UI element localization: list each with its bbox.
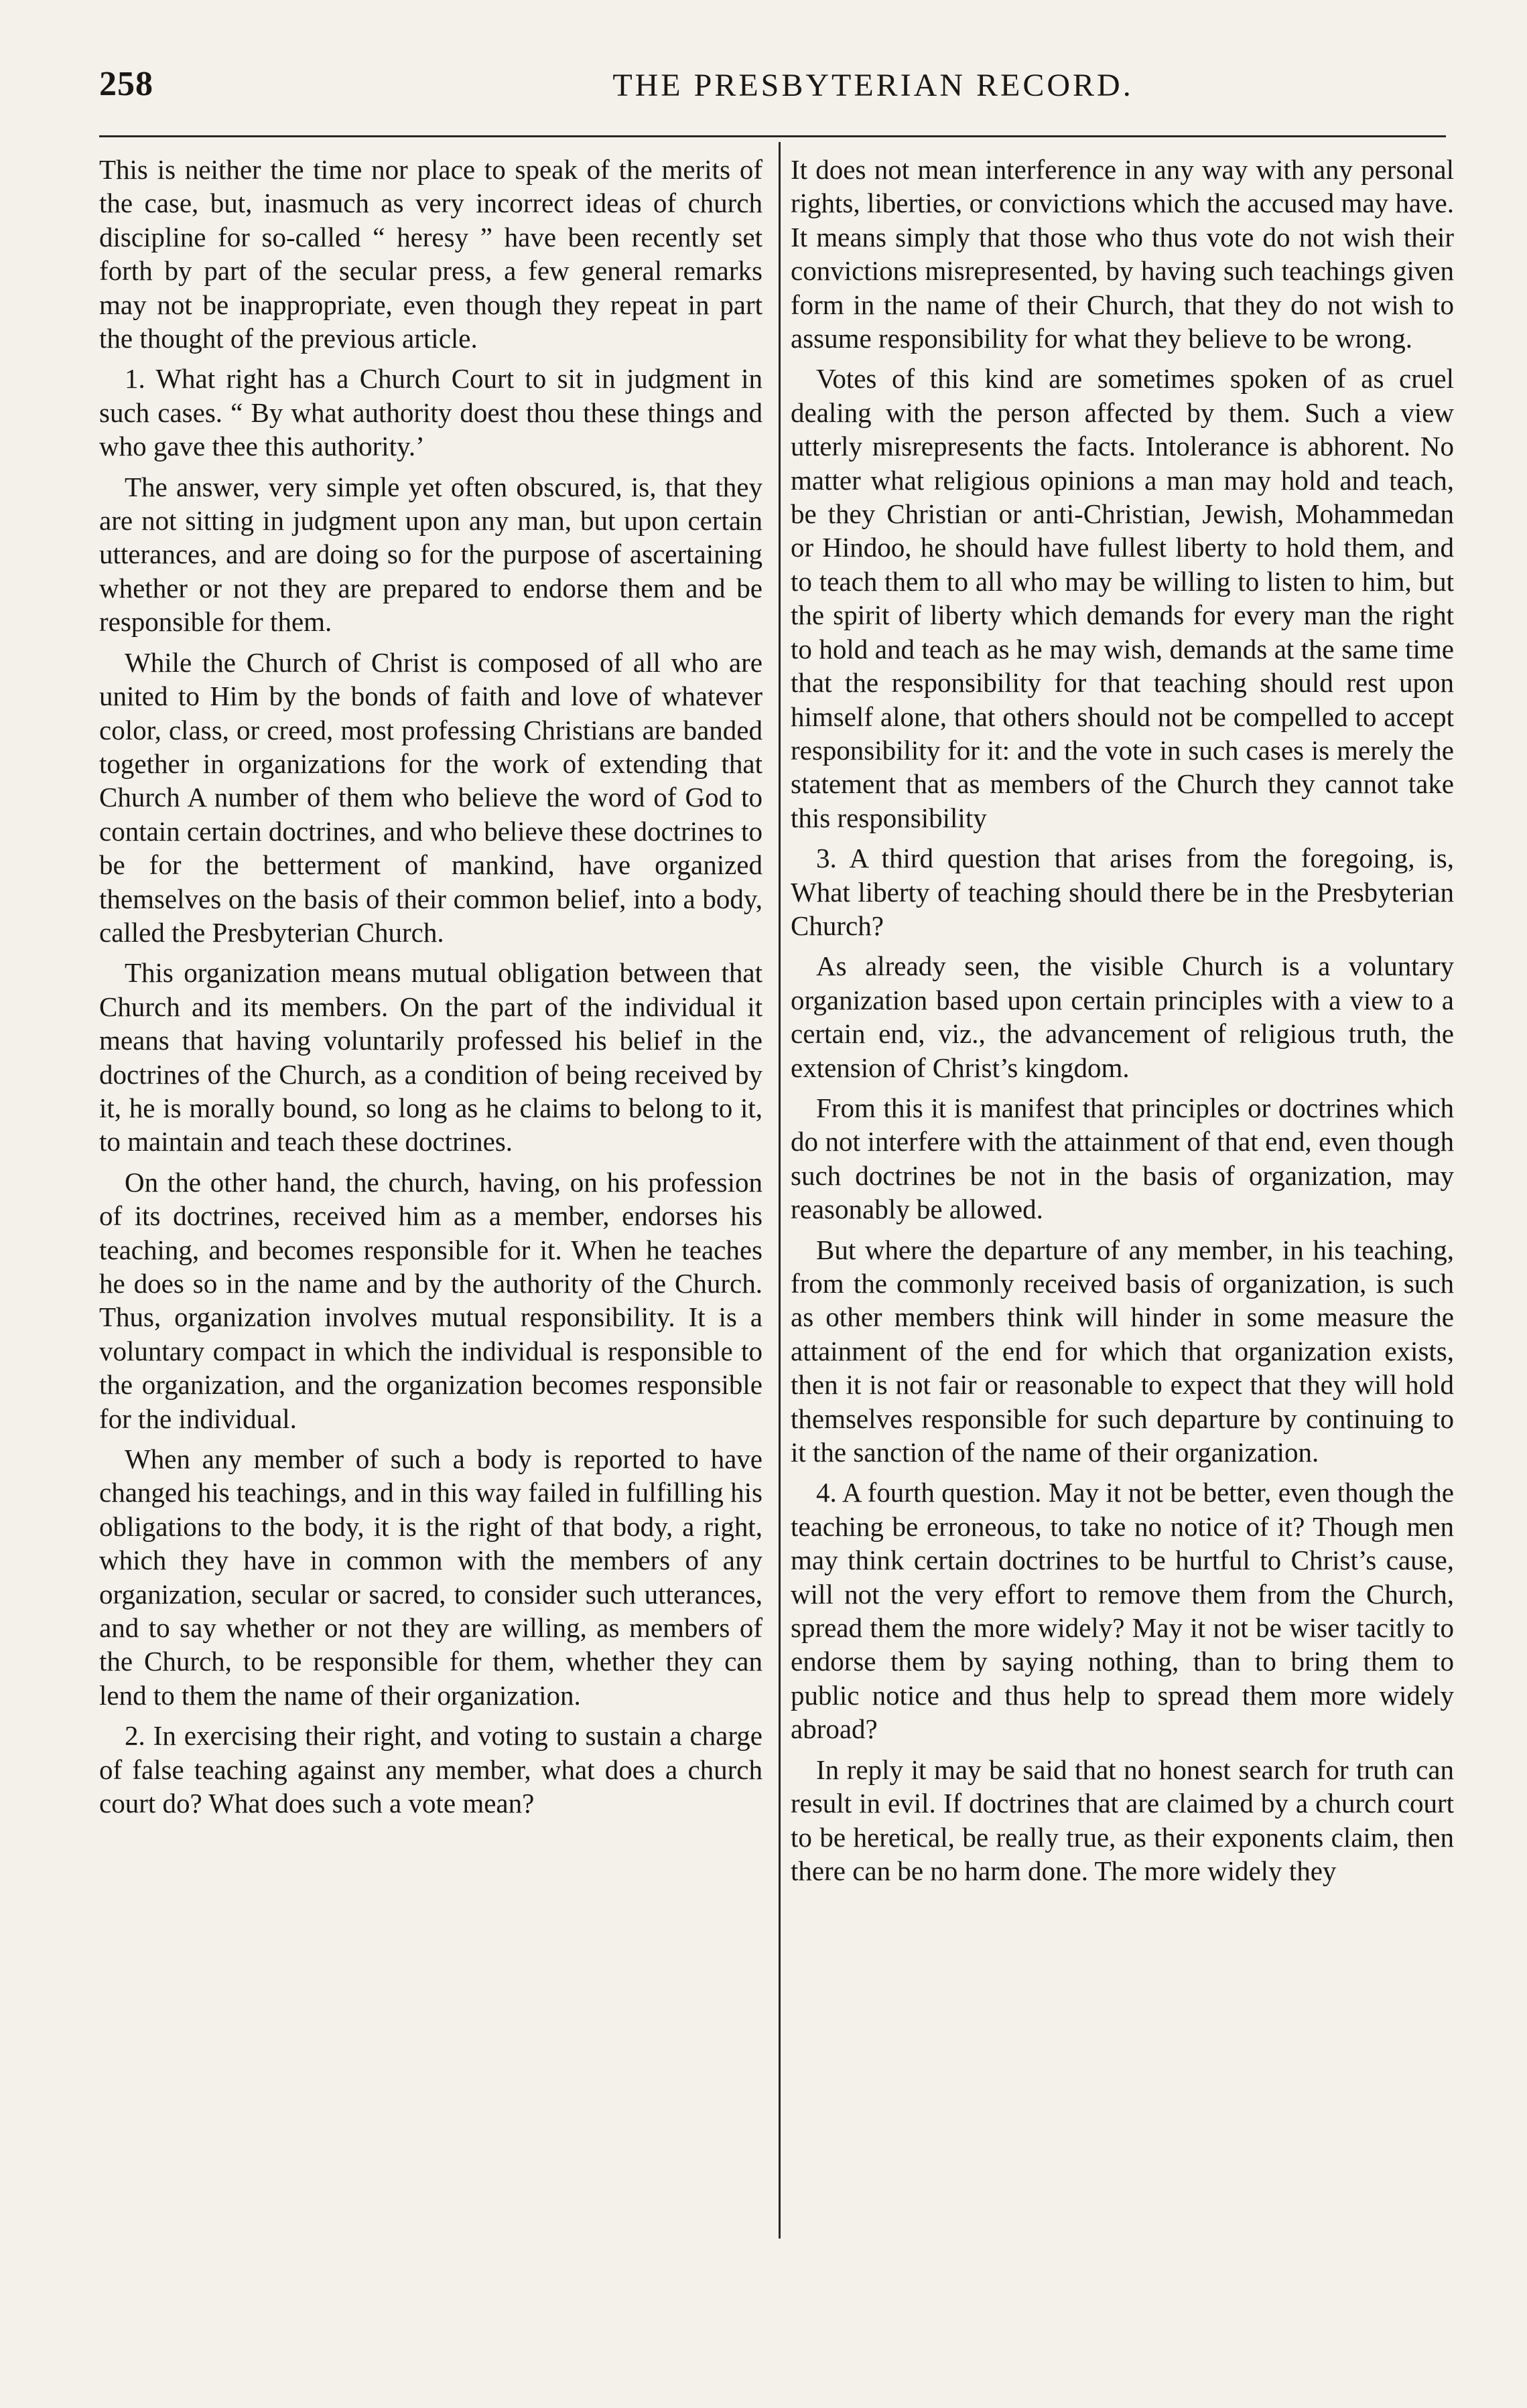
paragraph: From this it is manifest that principles or doctrines which do not interfere with the attainment of that end, even though such doctrines be not in the basis of organization, may reasonably be allowed.	[791, 1092, 1454, 1225]
column-divider	[779, 142, 781, 2239]
paragraph: This organization means mutual obligation between that Church and its members. On the part of the individual it means that having voluntarily professed his belief in the doctrines of the Church, as a condition of being received by it, he is morally bound, so long as he claims to belong to it, to maintain and teach these doctrines.	[99, 957, 762, 1157]
paragraph: When any member of such a body is reported to have changed his teachings, and in this way failed in fulfilling his obligations to the body, it is the right of that body, a right, which they have in common with the members of any organization, secular or sacred, to consider such utterances, and to say whether or not they are willing, as members of the Church, to be responsible for them, whether they can lend to them the name of their organization.	[99, 1443, 762, 1711]
paragraph: 1. What right has a Church Court to sit in judgment in such cases. “ By what authority doest thou these things and who gave thee this authority.’	[99, 363, 762, 462]
page-number: 258	[99, 65, 153, 103]
paragraph: But where the departure of any member, in his teaching, from the commonly received basis of organization, is such as other members think will hinder in some measure the attainment of the end for which that organization exists, then it is not fair or reasonable to expect that they will hold themselves responsible for such departure by continuing to it the sanction of the name of their organization.	[791, 1234, 1454, 1468]
paragraph: In reply it may be said that no honest search for truth can result in evil. If doctrines that are claimed by a church court to be heretical, be really true, as their exponents claim, then there can be no harm done. The more widely they	[791, 1754, 1454, 1886]
paragraph: The answer, very simple yet often obscured, is, that they are not sitting in judgment upon any man, but upon certain utterances, and are doing so for the purpose of ascertaining whether or not they are prepared to endorse them and be responsible for them.	[99, 471, 762, 638]
paragraph: As already seen, the visible Church is a voluntary organization based upon certain principles with a view to a certain end, viz., the advancement of religious truth, the extension of Christ’s kingdom.	[791, 950, 1454, 1083]
left-column	[99, 153, 762, 2243]
paragraph: 4. A fourth question. May it not be better, even though the teaching be erroneous, to take no notice of it? Though men may think certain doctrines to be hurtful to Christ’s cause, will not the very effort to remove them from the Church, spread them the more widely? May it not be wiser tacitly to endorse them by saying nothing, than to bring them to public notice and thus help to spread them more widely abroad?	[791, 1477, 1454, 1745]
paragraph: This is neither the time nor place to speak of the merits of the case, but, inasmuch as very incorrect ideas of church discipline for so-called “ heresy ” have been recently set forth by part of the secular press, a few general remarks may not be inappropriate, even though they repeat in part the thought of the previous article.	[99, 154, 762, 354]
running-head: THE PRESBYTERIAN RECORD.	[612, 68, 1134, 103]
paragraph: 2. In exercising their right, and voting to sustain a charge of false teaching against any member, what does a church court do? What does such a vote mean?	[99, 1720, 762, 1819]
header-rule	[99, 135, 1446, 137]
page-header	[99, 64, 1446, 111]
paragraph: On the other hand, the church, having, on his profession of its doctrines, received him as a member, endorses his teaching, and becomes responsible for it. When he teaches he does so in the name and by the authority of the Church. Thus, organization involves mutual responsibility. It is a voluntary compact in which the individual is responsible to the organization, and the organization becomes responsible for the individual.	[99, 1166, 762, 1434]
right-column	[791, 153, 1454, 2243]
paragraph: While the Church of Christ is composed of all who are united to Him by the bonds of faith and love of whatever color, class, or creed, most professing Christians are banded together in organizations for the work of extending that Church A number of them who believe the word of God to contain certain doctrines, and who believe these doctrines to be for the betterment of mankind, have organized themselves on the basis of their common belief, into a body, called the Presbyterian Church.	[99, 646, 762, 948]
paragraph: It does not mean interference in any way with any personal rights, liberties, or convictions which the accused may have. It means simply that those who thus vote do not wish their convictions misrepresented, by having such teachings given form in the name of their Church, that they do not wish to assume responsibility for what they believe to be wrong.	[791, 154, 1454, 354]
paragraph: Votes of this kind are sometimes spoken of as cruel dealing with the person affected by them. Such a view utterly misrepresents the facts. Intolerance is abhorent. No matter what religious opinions a man may hold and teach, be they Christian or anti-Christian, Jewish, Mohammedan or Hindoo, he should have fullest liberty to hold them, and to teach them to all who may be willing to listen to him, but the spirit of liberty which demands for every man the right to hold and teach as he may wish, demands at the same time that the responsibility for that teaching should rest upon himself alone, that others should not be compelled to accept responsibility for it: and the vote in such cases is merely the statement that as members of the Church they cannot take this responsibility	[791, 363, 1454, 833]
paragraph: 3. A third question that arises from the foregoing, is, What liberty of teaching should there be in the Presbyterian Church?	[791, 843, 1454, 941]
